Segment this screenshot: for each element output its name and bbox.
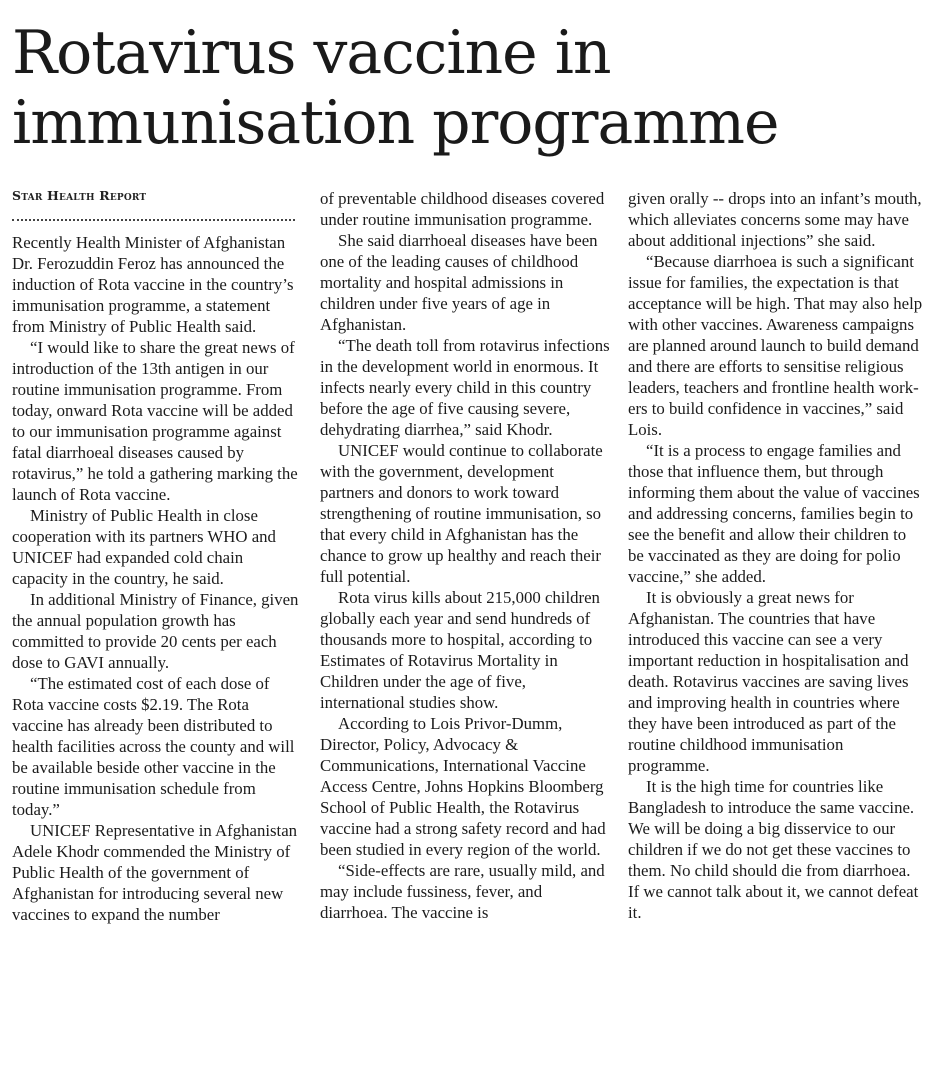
byline: Star Health Report: [12, 188, 147, 203]
article-paragraph: “The estimated cost of each dose of Rota vaccine costs $2.19. The Rota vaccine has already been distributed to health facilities across the county and will be available beside other vaccine in the routine immunisation schedule from today.”: [12, 674, 295, 819]
article-paragraph: UNICEF would continue to collaborate with the government, development partners and donors to work toward strengthening of routine immunisation, so that every child in Afghanistan has the chance to grow up healthy and reach their full potential.: [320, 441, 603, 586]
article-paragraph: According to Lois Privor-Dumm, Director, Policy, Advocacy & Communications, International Vaccine Access Centre, Johns Hopkins Bloomberg School of Public Health, the Rotavirus vaccine had a strong safety record and had been studied in every region of the world.: [320, 714, 606, 859]
article-paragraph: In additional Ministry of Finance, given the annual population growth has committed to provide 20 cents per each dose to GAVI annually.: [12, 590, 299, 672]
article-paragraph: It is the high time for countries like Bangladesh to introduce the same vaccine. We will be doing a big disservice to our children if we do not get these vaccines to them. No child should die from diarrhoea. If we cannot talk about it, we cannot defeat it.: [628, 777, 919, 922]
article-paragraph: of preventable childhood diseases covered under routine immunisation programme.: [320, 189, 605, 229]
article-paragraph: She said diarrhoeal diseases have been one of the leading causes of childhood mortality and hospital admissions in children under five years of age in Afghanistan.: [320, 231, 598, 334]
article-paragraph: “The death toll from rotavirus infections in the development world in enormous. It infects nearly every child in this country before the age of five causing severe, dehydrating diarrhea,” said Khodr.: [320, 336, 610, 439]
article-column-1: [12, 232, 302, 925]
article-paragraph: “Because diarrhoea is such a significant issue for families, the expectation is that acceptance will be high. That may also help with other vaccines. Awareness campaigns are planned around launch to build demand and there are efforts to sensitise religious leaders, teachers and frontline health workers to build confidence in vaccines,” said Lois.: [628, 252, 923, 439]
article-paragraph: “It is a process to engage families and those that influence them, but through informing them about the value of vaccines and addressing concerns, families begin to see the benefit and allow their children to be vaccinated as they are doing for polio vaccine,” she added.: [628, 441, 920, 586]
headline-line-2: immunisation programme: [12, 88, 779, 159]
article-column-3: [628, 188, 924, 923]
byline-divider: [12, 219, 295, 221]
article-column-2: [320, 188, 612, 923]
headline: [12, 18, 917, 158]
article-paragraph: Recently Health Minister of Afghanistan Dr. Ferozuddin Feroz has announced the induction of Rota vaccine in the country’s immunisation programme, a statement from Ministry of Public Health said.: [12, 233, 294, 336]
article-paragraph: “I would like to share the great news of introduction of the 13th antigen in our routine immunisation programme. From today, onward Rota vaccine will be added to our immunisation programme against fatal diarrhoeal diseases caused by rotavirus,” he told a gathering marking the launch of Rota vaccine.: [12, 338, 298, 504]
article-paragraph: given orally -- drops into an infant’s mouth, which alleviates concerns some may have about additional injections” she said.: [628, 189, 922, 250]
article-paragraph: “Side-effects are rare, usually mild, and may include fussiness, fever, and diarrhoea. The vaccine is: [320, 861, 605, 922]
article-paragraph: UNICEF Representative in Afghanistan Adele Khodr commended the Ministry of Public Health of the government of Afghanistan for introducing several new vaccines to expand the number: [12, 821, 298, 924]
article-paragraph: Rota virus kills about 215,000 children globally each year and send hundreds of thousands more to hospital, according to Estimates of Rotavirus Mortality in Children under the age of five, international studies show.: [320, 588, 600, 712]
article-paragraph: Ministry of Public Health in close cooperation with its partners WHO and UNICEF had expanded cold chain capacity in the country, he said.: [12, 506, 276, 588]
headline-line-1: Rotavirus vaccine in: [12, 18, 611, 88]
article-paragraph: It is obviously a great news for Afghanistan. The countries that have introduced this vaccine can see a very important reduction in hospitalisation and death. Rotavirus vaccines are saving lives and improving health in countries where they have been introduced as part of the routine childhood immunisation programme.: [628, 588, 909, 775]
